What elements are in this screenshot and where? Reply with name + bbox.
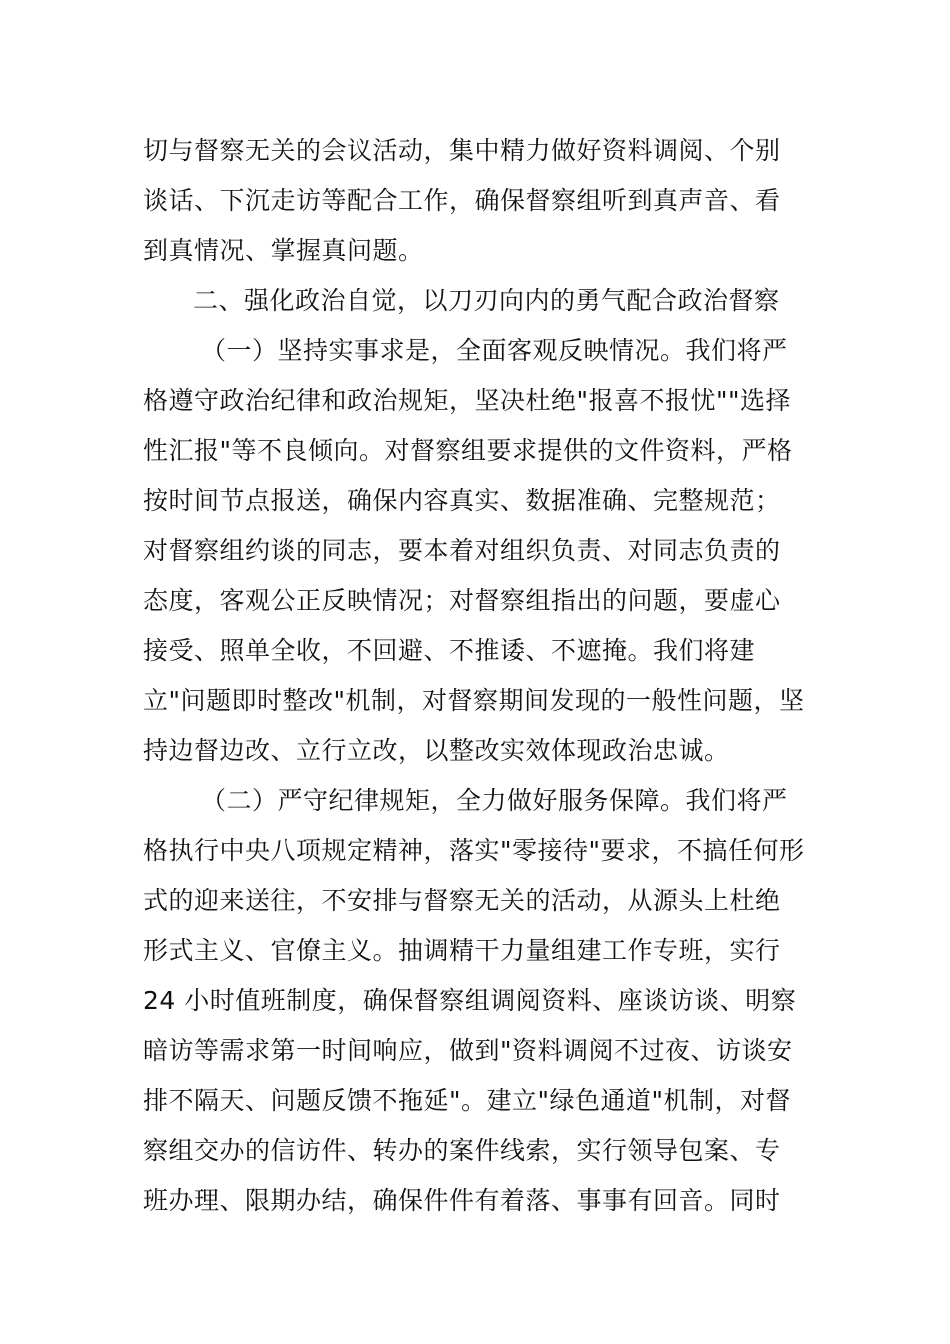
text-line: 按时间节点报送，确保内容真实、数据准确、完整规范； [143, 486, 781, 515]
text-line: 接受、照单全收，不回避、不推诿、不遮掩。我们将建 [143, 636, 756, 665]
text-line: 态度，客观公正反映情况；对督察组指出的问题，要虚心 [143, 586, 781, 615]
text-line: 暗访等需求第一时间响应，做到"资料调阅不过夜、访谈安 [143, 1036, 793, 1065]
text-line: 察组交办的信访件、转办的案件线索，实行领导包案、专 [143, 1136, 781, 1165]
text-line: 24 小时值班制度，确保督察组调阅资料、座谈访谈、明察 [143, 986, 797, 1015]
text-line: 性汇报"等不良倾向。对督察组要求提供的文件资料，严格 [143, 436, 793, 465]
text-line: 持边督边改、立行立改，以整改实效体现政治忠诚。 [143, 736, 730, 765]
section-heading: 二、强化政治自觉，以刀刃向内的勇气配合政治督察 [193, 286, 780, 315]
text-line: 格遵守政治纪律和政治规矩，坚决杜绝"报喜不报忧""选择 [143, 386, 791, 415]
text-line: 对督察组约谈的同志，要本着对组织负责、对同志负责的 [143, 536, 781, 565]
subsection-heading-line: （二）严守纪律规矩，全力做好服务保障。我们将严 [201, 786, 788, 815]
text-line: 谈话、下沉走访等配合工作，确保督察组听到真声音、看 [143, 186, 781, 215]
text-line: 式的迎来送往，不安排与督察无关的活动，从源头上杜绝 [143, 886, 781, 915]
text-line: 班办理、限期办结，确保件件有着落、事事有回音。同时 [143, 1186, 781, 1215]
text-line: 排不隔天、问题反馈不拖延"。建立"绿色通道"机制，对督 [143, 1086, 791, 1115]
text-line: 到真情况、掌握真问题。 [143, 236, 424, 265]
text-line: 切与督察无关的会议活动，集中精力做好资料调阅、个别 [143, 136, 781, 165]
document-body [143, 126, 813, 1226]
text-line: 格执行中央八项规定精神，落实"零接待"要求，不搞任何形 [143, 836, 805, 865]
text-line: 形式主义、官僚主义。抽调精干力量组建工作专班，实行 [143, 936, 781, 965]
text-line: 立"问题即时整改"机制，对督察期间发现的一般性问题，坚 [143, 686, 805, 715]
subsection-heading-line: （一）坚持实事求是，全面客观反映情况。我们将严 [201, 336, 788, 365]
